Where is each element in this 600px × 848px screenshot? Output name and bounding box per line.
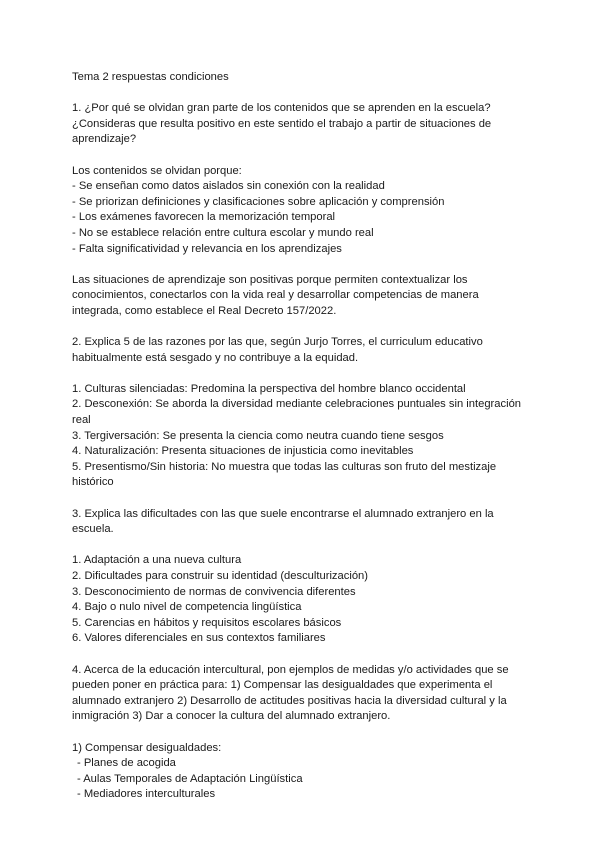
spacer (72, 647, 532, 663)
document-title: Tema 2 respuestas condiciones (72, 71, 229, 83)
question-1-line: ¿Consideras que resulta positivo en este sentido el trabajo a partir de situaciones de (72, 117, 492, 130)
list-item: 1. Adaptación a una nueva cultura (72, 554, 242, 567)
paragraph-line: Las situaciones de aprendizaje son positivas porque permiten contextualizar los (72, 273, 468, 286)
spacer (72, 257, 532, 273)
paragraph-line: conocimientos, conectarlos con la vida real y desarrollar competencias de manera (72, 289, 479, 302)
list-item: - Falta significatividad y relevancia en los aprendizajes (72, 242, 342, 255)
question-4-line: alumnado extranjero 2) Desarrollo de actitudes positivas hacia la diversidad cultural y la (72, 694, 507, 707)
question-4 (72, 663, 532, 725)
spacer (72, 725, 532, 741)
question-4-line: 4. Acerca de la educación intercultural, pon ejemplos de medidas y/o actividades que se (72, 663, 509, 676)
list-item: - Se enseñan como datos aislados sin conexión con la realidad (72, 180, 385, 193)
list-item: 2. Desconexión: Se aborda la diversidad mediante celebraciones puntuales sin integración (72, 398, 522, 411)
list-item-continuation: real (72, 414, 91, 427)
list-item: - No se establece relación entre cultura escolar y mundo real (72, 226, 374, 239)
question-2-line: 2. Explica 5 de las razones por las que, según Jurjo Torres, el curriculum educativo (72, 336, 483, 349)
spacer (72, 148, 532, 164)
answer-4-section-1 (72, 741, 532, 803)
list-item: 3. Tergiversación: Se presenta la ciencia como neutra cuando tiene sesgos (72, 429, 444, 442)
question-3-line: 3. Explica las dificultades con las que suele encontrarse el alumnado extranjero en la (72, 507, 494, 520)
question-2-line: habitualmente está sesgado y no contribuye a la equidad. (72, 351, 359, 364)
section-subheading: 1) Compensar desigualdades: (72, 741, 222, 754)
question-1-line: 1. ¿Por qué se olvidan gran parte de los contenidos que se aprenden en la escuela? (72, 102, 491, 115)
document-page (72, 70, 532, 803)
question-1 (72, 101, 532, 148)
answer-1-conclusion (72, 273, 532, 320)
list-item: - Se priorizan definiciones y clasificaciones sobre aplicación y comprensión (72, 195, 445, 208)
list-item: 3. Desconocimiento de normas de convivencia diferentes (72, 585, 356, 598)
list-item: 1. Culturas silenciadas: Predomina la perspectiva del hombre blanco occidental (72, 382, 466, 395)
paragraph-line: integrada, como establece el Real Decreto 157/2022. (72, 304, 337, 317)
question-4-line: inmigración 3) Dar a conocer la cultura del alumnado extranjero. (72, 710, 391, 723)
list-item: - Los exámenes favorecen la memorización temporal (72, 211, 336, 224)
spacer (72, 320, 532, 336)
answer-1-intro: Los contenidos se olvidan porque: (72, 164, 242, 177)
list-item: 6. Valores diferenciales en sus contextos familiares (72, 632, 326, 645)
spacer (72, 86, 532, 102)
question-3-line: escuela. (72, 523, 114, 536)
spacer (72, 366, 532, 382)
list-item: - Aulas Temporales de Adaptación Lingüística (77, 772, 303, 785)
question-2 (72, 335, 532, 366)
list-item: - Mediadores interculturales (77, 788, 216, 801)
list-item: 5. Presentismo/Sin historia: No muestra que todas las culturas son fruto del mestizaje (72, 460, 497, 473)
question-4-line: pueden poner en práctica para: 1) Compensar las desigualdades que experimenta el (72, 679, 493, 692)
list-item: 4. Bajo o nulo nivel de competencia lingüística (72, 601, 302, 614)
question-3 (72, 507, 532, 538)
list-item: - Planes de acogida (77, 757, 176, 770)
list-item: 2. Dificultades para construir su identidad (desculturización) (72, 570, 368, 582)
list-item: 4. Naturalización: Presenta situaciones de injusticia como inevitables (72, 445, 414, 458)
spacer (72, 491, 532, 507)
question-1-line: aprendizaje? (72, 133, 137, 146)
answer-1-reasons (72, 164, 532, 258)
answer-3-list (72, 553, 532, 647)
list-item-continuation: histórico (72, 476, 114, 489)
spacer (72, 538, 532, 554)
answer-2-list (72, 382, 532, 491)
list-item: 5. Carencias en hábitos y requisitos escolares básicos (72, 616, 342, 629)
